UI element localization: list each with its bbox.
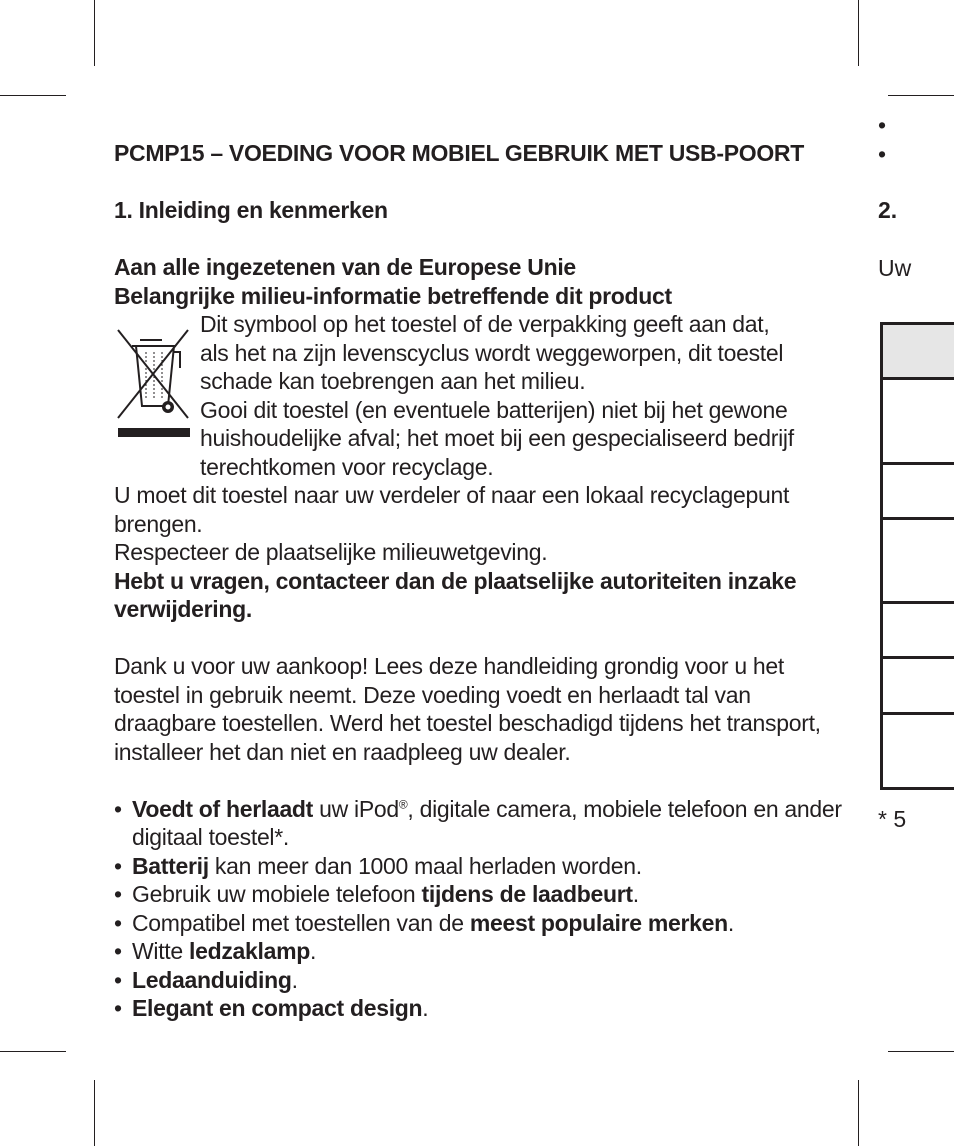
next-page-heading: 2. [878, 197, 898, 223]
crossed-out-wheelie-bin-icon [114, 318, 192, 438]
next-page-footnote: * 5 [878, 806, 907, 832]
list-item: • Witte ledzaklamp. [114, 937, 854, 966]
crop-mark-bottom-left-v [94, 1080, 95, 1146]
return-instructions: U moet dit toestel naar uw verdeler of naar een lokaal recyclagepunt brengen. [114, 482, 790, 537]
feature-list [114, 795, 854, 1023]
weee-text-line: Gooi dit toestel (en eventuele batterijen) niet bij het gewone [200, 396, 788, 423]
list-item: • Ledaanduiding. [114, 966, 854, 995]
crop-mark-top-left-v [94, 0, 95, 66]
list-item: • Batterij kan meer dan 1000 maal herladen worden. [114, 852, 854, 881]
weee-text-line: Dit symbool op het toestel of de verpakking geeft aan dat, [200, 311, 770, 337]
list-item: • Voedt of herlaadt uw iPod®, digitale camera, mobiele telefoon en ander digitaal toestel*. [114, 795, 854, 852]
next-page-table [880, 322, 954, 790]
list-item: • Gebruik uw mobiele telefoon tijdens de laadbeurt. [114, 880, 854, 909]
weee-text-line: huishoudelijke afval; het moet bij een gespecialiseerd bedrijf [200, 425, 794, 451]
next-page-bullet: • [878, 112, 887, 138]
list-item: • Compatibel met toestellen van de meest populaire merken. [114, 909, 854, 938]
table-row-divider [880, 712, 954, 715]
table-row-divider [880, 656, 954, 659]
weee-text-line: terechtkomen voor recyclage. [200, 453, 494, 480]
table-row-divider [880, 462, 954, 465]
next-page-bullet: • [878, 141, 887, 167]
crop-mark-top-left-h [0, 95, 66, 96]
table-row-divider [880, 517, 954, 520]
crop-mark-bottom-left-h [0, 1051, 66, 1052]
document-title: PCMP15 – VOEDING VOOR MOBIEL GEBRUIK MET USB-POORT [114, 140, 804, 166]
thanks-paragraph: Dank u voor uw aankoop! Lees deze handleiding grondig voor u het toestel in gebruik neemt. Deze voeding voedt en herlaadt tal van draagbare toestellen. Werd het toestel beschadigd tijdens het transport, installeer het dan niet en raadpleeg uw dealer. [114, 653, 821, 765]
crop-mark-top-right-v [858, 0, 859, 66]
next-page-table-header [883, 325, 954, 380]
next-page-text: Uw [878, 255, 912, 281]
section-heading-intro: 1. Inleiding en kenmerken [114, 197, 388, 223]
eu-notice-heading: Aan alle ingezetenen van de Europese Unie [114, 254, 576, 280]
questions-notice: Hebt u vragen, contacteer dan de plaatselijke autoriteiten inzake verwijdering. [114, 567, 797, 622]
table-row-divider [880, 601, 954, 604]
respect-legislation: Respecteer de plaatselijke milieuwetgeving. [114, 539, 548, 565]
weee-text-line: schade kan toebrengen aan het milieu. [200, 368, 586, 394]
weee-text-line: als het na zijn levenscyclus wordt weggeworpen, dit toestel [200, 339, 784, 366]
next-page-fragment [878, 0, 954, 1146]
list-item: • Elegant en compact design. [114, 994, 854, 1023]
manual-page [114, 139, 854, 1023]
crop-mark-bottom-right-v [858, 1080, 859, 1146]
environment-info-heading: Belangrijke milieu-informatie betreffende dit product [114, 282, 672, 309]
weee-notice [114, 310, 854, 481]
